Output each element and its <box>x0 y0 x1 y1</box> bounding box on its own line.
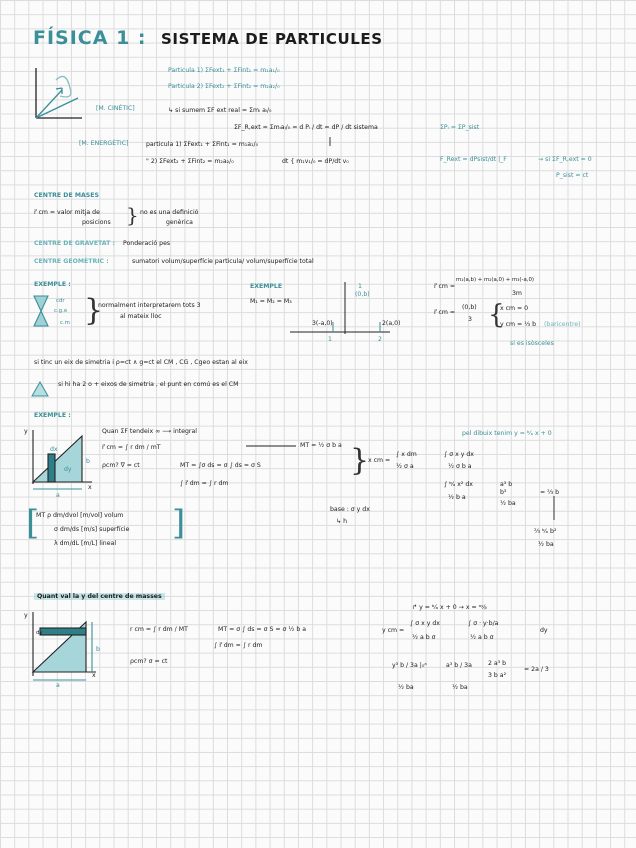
rcm-den: 3m <box>512 290 522 297</box>
rcm-def-b: posicions <box>82 219 111 226</box>
example1-text-b: al mateix lloc <box>120 313 162 320</box>
gravetat-heading: CENTRE DE GRAVETAT : <box>34 240 115 247</box>
brace: } <box>350 443 370 478</box>
base-eq: base : σ y dx <box>330 506 370 513</box>
r3-num: 2 a³ b <box>488 660 507 667</box>
eq3-b: ½ ba <box>500 500 516 507</box>
example3-mt: MT = ∫σ ds = σ ∫ ds = σ S <box>180 462 261 469</box>
ycm2-lhs: y cm = <box>382 627 405 634</box>
brace: } <box>126 203 139 227</box>
sum-line-c: ΣPᵢ = ΣP_sist <box>440 124 480 131</box>
page-subtitle: SISTEMA DE PARTICULES <box>161 30 383 48</box>
pt-2-label: 2(a,0) <box>382 320 401 327</box>
section2-rcm: r cm = ∫ r dm / MT <box>130 626 188 633</box>
axis-y: y <box>24 428 28 435</box>
example3-mt2: MT = ½ σ b a <box>300 442 342 449</box>
energetic-note: dt { m₁v₁/₀ = dP/dt v₀ <box>282 158 349 165</box>
types-b: σ dm/ds [m/s] superfície <box>54 526 130 533</box>
axis-x2: x <box>92 672 96 679</box>
example3-triangle <box>33 430 92 489</box>
xcm-value: x cm = 0 <box>500 305 529 312</box>
eq1-den: ½ σ b a <box>448 463 472 470</box>
brace: [ <box>26 503 40 543</box>
example2-axes <box>290 282 390 334</box>
r2-den: ½ ba <box>452 684 468 691</box>
centre-heading: CENTRE DE MASES <box>34 192 99 199</box>
side-a2: a <box>56 682 60 689</box>
axis-y2: y <box>24 612 28 619</box>
isosceles-note: si es isòsceles <box>510 340 554 347</box>
sum-line-a: ↳ si sumem ΣF ext real = Σmᵢ aᵢ/₀ <box>168 107 272 114</box>
res2-num: ⅔ ᵇ⁄ₐ b² <box>534 528 557 535</box>
label-cdr: cdr <box>56 298 65 304</box>
fext-result: P_sist = ct <box>556 172 589 179</box>
example3-rcm: r⃗ cm = ∫ r dm / mT <box>102 444 161 451</box>
label-dy: dy <box>64 466 72 473</box>
example3-quan: Quan ΣF tendeix ∞ ⟶ integral <box>102 428 197 435</box>
r4-result: = 2a / 3 <box>524 666 549 673</box>
section2-heading-text: Quant val la y del centre de masses <box>34 593 165 600</box>
section2-ccm: ρcm? σ = ct <box>130 658 168 665</box>
res2-den: ½ ba <box>538 541 554 548</box>
rcm-def-a: r⃗ cm = valor mitja de <box>34 209 100 216</box>
label-cm: c.m <box>60 320 70 326</box>
rcm2-lhs: r⃗ cm = <box>434 309 456 316</box>
baricentre-note: (baricentre) <box>544 321 581 328</box>
label-cge: c.g.e <box>54 308 68 314</box>
symmetry-line2: si hi ha 2 o + eixos de simetria , el punt en comú es el CM <box>58 381 239 388</box>
side-b2: b <box>96 646 100 653</box>
xcm-lhs: x cm = <box>368 457 391 464</box>
side-b: b <box>86 458 90 465</box>
eq2-den: ½ b a <box>448 494 466 501</box>
types-a: MT ρ dm/dvol [m/vol] volum <box>36 512 124 519</box>
r2-num: a³ b / 3a <box>446 662 472 669</box>
section2-rdm: ∫ r⃗ dm = ∫ r dm <box>214 642 263 649</box>
section2-mt: MT = σ ∫ ds = σ S = σ ½ b a <box>218 626 307 633</box>
eq-result1: = ⅔ b <box>540 489 560 496</box>
xcm-num: ∫ x dm <box>396 451 417 458</box>
brace: } <box>84 293 104 328</box>
pt-1-coord: (0,b) <box>355 291 370 298</box>
example3-v: ρcm? ∇ = ct <box>102 462 140 469</box>
section2-top: ↱ y = ᵇ⁄ₐ x + 0 → x = ᵃʸ⁄ᵦ <box>412 604 487 611</box>
example1-heading: EXEMPLE : <box>34 281 71 288</box>
example3-note: pel dibuix tenim y = ᵇ⁄ₐ x + 0 <box>462 430 552 437</box>
label-dy2: dy <box>36 630 43 636</box>
rcm-def-d: genèrica <box>166 219 193 226</box>
label-dx: dx <box>50 446 58 453</box>
xcm-den: ½ σ a <box>396 463 414 470</box>
pt-1-label: 1 <box>358 283 362 290</box>
rcm2-num: (0,b) <box>462 304 477 311</box>
vector-diagram <box>36 68 82 118</box>
rcm-lhs: r⃗ cm = <box>434 283 456 290</box>
example2-heading: EXEMPLE <box>250 283 283 290</box>
ycm2-num: ∫ σ x y dx <box>410 620 440 627</box>
eq1-num: ∫ σ x y dx <box>444 451 474 458</box>
r1-num: y³ b / 3a |₀ᵃ <box>392 662 427 669</box>
ycm3-den: ½ a b σ <box>470 634 494 641</box>
pt-3-label: 3(-a,0) <box>312 320 333 327</box>
brace: { <box>488 300 505 330</box>
brace: ] <box>172 503 186 543</box>
eq2-num: ∫ ᵇ⁄ₐ x² dx <box>444 481 473 488</box>
sum-line-b: ΣF_R,ext = Σmᵢaᵢ/₀ = d Pᵢ / dt = dP / dt sistema <box>234 124 378 131</box>
side-a: a <box>56 492 60 499</box>
rcm-top: m₁(a,b) + m₂(a,0) + m₃(-a,0) <box>456 277 535 283</box>
rcm-def-c: no es una definició <box>140 209 199 216</box>
particle2-eq: Particula 2) ΣFext₂ + ΣFint₂ = m₂a₂/₀ <box>168 83 280 90</box>
tick-2: 2 <box>378 336 382 343</box>
rcm2-den: 3 <box>468 316 472 323</box>
geometric-heading: CENTRE GEOMÈTRIC : <box>34 258 109 265</box>
section2-heading <box>34 593 165 600</box>
page-title: FÍSICA 1 : <box>33 27 147 49</box>
r1-den: ½ ba <box>398 684 414 691</box>
eq3-den: b³ <box>500 489 507 496</box>
particle1-eq: Particula 1) ΣFext₁ + ΣFint₁ = m₁a₁/₀ <box>168 67 280 74</box>
mcinetic-label: [M. CINÈTIC] <box>96 105 135 112</box>
tick-1: 1 <box>328 336 332 343</box>
base-h: ↳ h <box>336 518 348 525</box>
ycm2-den: ½ a b σ <box>412 634 436 641</box>
section2-triangle <box>33 612 96 680</box>
example3-heading: EXEMPLE : <box>34 412 71 419</box>
geometric-text: sumatori volum/superfície particula/ volum/superfície total <box>132 258 314 265</box>
fext-cond: → si ΣF_R,ext = 0 <box>538 156 592 163</box>
energetic-eq1: particula 1) ΣFext₁ + ΣFint₁ = m₁a₁/₀ <box>146 141 259 148</box>
eq3-num: a³ b <box>500 481 513 488</box>
axis-x: x <box>88 484 92 491</box>
ycm-value: y cm = ⅓ b <box>500 321 537 328</box>
example2-masses: M₁ = M₂ = M₃ <box>250 298 292 305</box>
example3-rdm: ∫ r⃗ dm = ∫ r dm <box>180 480 229 487</box>
hourglass-sketch <box>34 296 48 326</box>
fext-eq: F_Rext = dPsist/dt |_F <box>440 156 507 163</box>
energetic-eq2: " 2) ΣFext₂ + ΣFint₂ = m₂a₂/₀ <box>146 158 234 165</box>
symmetry-line1: si tinc un eix de simetria i ρ=ct ∧ g=ct el CM , CG , Cgeo estan al eix <box>34 359 248 366</box>
gravetat-text: Ponderació pes <box>123 240 171 247</box>
menergetic-label: [M. ENERGÈTIC] <box>79 140 129 147</box>
r3-den: 3 b a² <box>488 672 507 679</box>
ycm3-num: ∫ σ · y·b/a <box>468 620 499 627</box>
example1-text-a: normalment interpretarem tots 3 <box>98 302 201 309</box>
ycm3-tail: dy <box>540 627 548 634</box>
symmetry-triangle <box>32 382 48 396</box>
types-c: λ dm/dL [m/L] lineal <box>54 540 117 547</box>
